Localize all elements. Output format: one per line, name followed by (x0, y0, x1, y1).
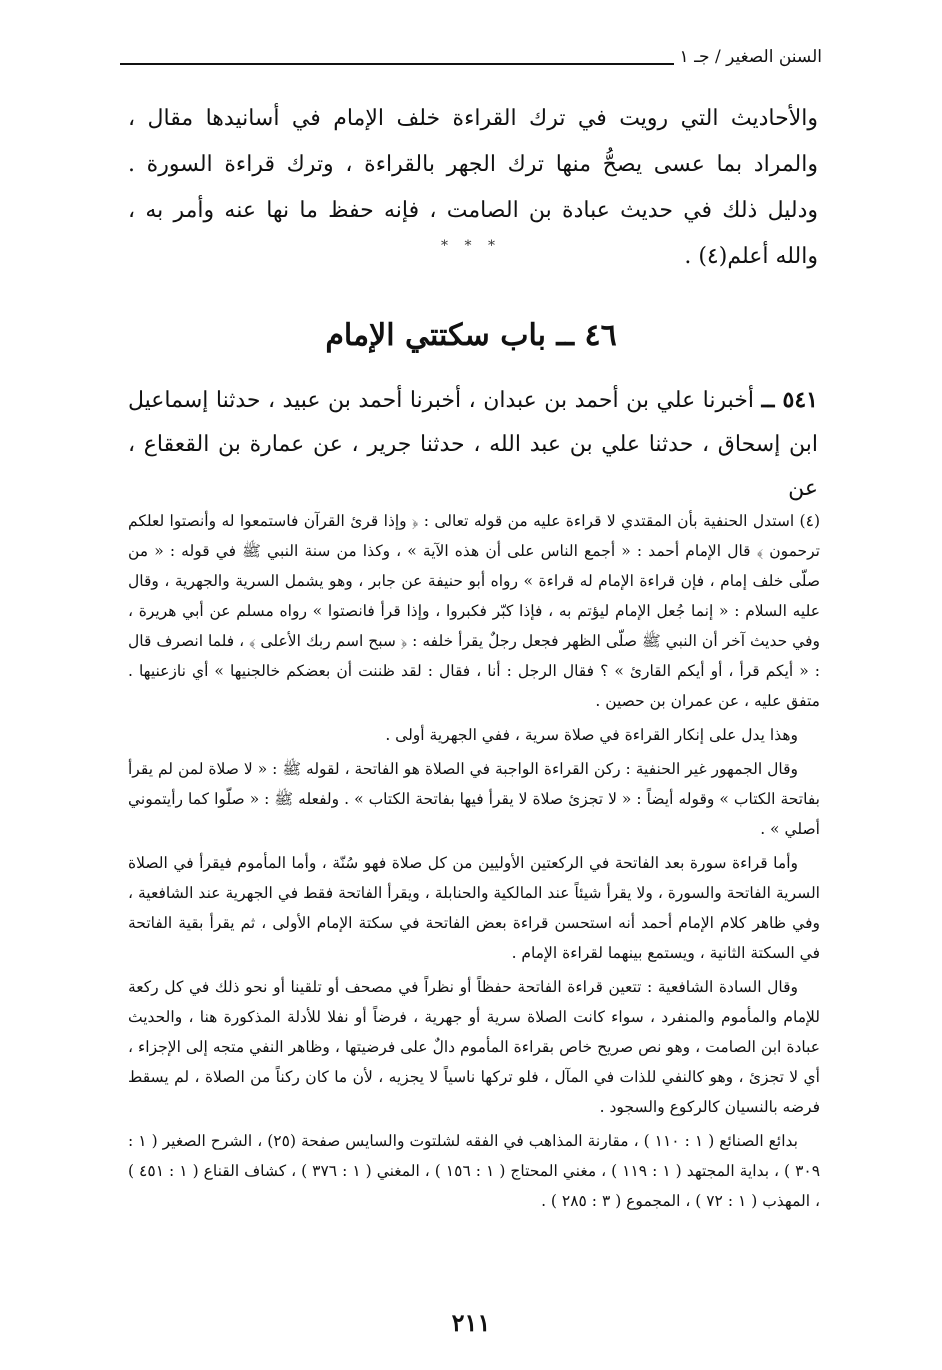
hadith-number: ٥٤١ ــ (761, 387, 818, 413)
footnote-paragraph: وقال السادة الشافعية : تتعين قراءة الفاتحة حفظاً أو نظراً في مصحف أو تلقينا أو نحو ذلك في كل ركعة للإمام والمأموم والمنفرد ، سواء كانت الصلاة سرية أو جهرية ، فرضاً أو نفلا للأدلة المذكورة هنا ، والحديث عبادة ابن الصامت ، وهو نص صريح خاص بقراءة المأموم دالٌ على فرضيتها ، وظاهر النفي متجه إلى الإجزاء ، أي لا تجزئ ، وهو كالنفي للذات في المآل ، فلو تركها ناسياً لا يجزيه ، لأن ما كان ركناً من الصلاة ، لم يسقط فرضه بالنسيان كالركوع والسجود . (128, 978, 820, 1116)
footnotes (128, 506, 820, 1216)
running-header (120, 40, 822, 68)
footnote-paragraph: (٤) استدل الحنفية بأن المقتدي لا قراءة عليه من قوله تعالى : ﴿ وإذا قرئ القرآن فاستمعوا له وأنصتوا لعلكم ترحمون ﴾ قال الإمام أحمد : « أجمع الناس على أن هذه الآية » ، وكذا من سنة النبي ﷺ في قوله : « من صلّى خلف إمام ، فإن قراءة الإمام له قراءة » رواه أبو حنيفة عن جابر ، وهو يشمل السرية والجهرية ، وقال عليه السلام : « إنما جُعل الإمام ليؤتم به ، فإذا كبّر فكبروا ، وإذا قرأ فانصتوا » رواه مسلم عن أبي هريرة ، وفي حديث آخر أن النبي ﷺ صلّى الظهر فجعل رجلٌ يقرأ خلفه : ﴿ سبح اسم ربك الأعلى ﴾ ، فلما انصرف قال : « أيكم قرأ ، أو أيكم القارئ » ؟ فقال الرجل : أنا ، فقال : لقد ظننت أن بعضكم خالجنيها » أي نازعنيها . متفق عليه ، عن عمران بن حصين . (128, 512, 820, 710)
page-number: ٢١١ (451, 1308, 491, 1337)
hadith-paragraph (128, 378, 818, 511)
body-paragraph: والأحاديث التي رويت في ترك القراءة خلف الإمام في أسانيدها مقال ، والمراد بما عسى يصحُّ منها ترك الجهر بالقراءة ، وترك قراءة السورة . ودليل ذلك في حديث عبادة بن الصامت ، فإنه حفظ ما نها عنه وأمر به ، والله أعلم(٤) . (128, 106, 818, 269)
chapter-title: ٤٦ ــ باب سكتتي الإمام (325, 318, 617, 353)
hadith-text: أخبرنا علي بن أحمد بن عبدان ، أخبرنا أحمد بن عبيد ، حدثنا إسماعيل ابن إسحاق ، حدثنا علي بن عبد الله ، حدثنا جرير ، عن عمارة بن القعقاع ، عن (128, 388, 818, 501)
footnote-paragraph: وهذا يدل على إنكار القراءة في صلاة سرية ، ففي الجهرية أولى . (385, 726, 798, 744)
section-separator: * * * (441, 238, 501, 254)
header-rule (120, 63, 674, 65)
footnote-references: بدائع الصنائع ( ١ : ١١٠ ) ، مقارنة المذاهب في الفقه لشلتوت والسايس صفحة (٢٥) ، الشرح الصغير ( ١ : ٣٠٩ ) ، بداية المجتهد ( ١ : ١١٩ ) ، مغني المحتاج ( ١ : ١٥٦ ) ، المغني ( ١ : ٣٧٦ ) ، كشاف القناع ( ١ : ٤٥١ ) ، المهذب ( ١ : ٧٢ ) ، المجموع ( ٣ : ٢٨٥ ) . (128, 1132, 821, 1210)
footnote-paragraph: وأما قراءة سورة بعد الفاتحة في الركعتين الأوليين من كل صلاة فهو سُنّة ، وأما المأموم فيقرأ في الصلاة السرية الفاتحة والسورة ، ولا يقرأ شيئاً عند المالكية والحنابلة ، ويقرأ الفاتحة فقط في الجهرية عند الشافعية ، وفي ظاهر كلام الإمام أحمد أنه استحسن قراءة بعض الفاتحة في سكتة الإمام الأولى ، ثم يقرأ بقية الفاتحة في السكتة الثانية ، ويستمع بينهما لقراءة الإمام . (128, 854, 820, 962)
running-header-title: السنن الصغير / جـ ١ (679, 47, 822, 67)
footnote-paragraph: وقال الجمهور غير الحنفية : ركن القراءة الواجبة في الصلاة هو الفاتحة ، لقوله ﷺ : « لا صلاة لمن لم يقرأ بفاتحة الكتاب » وقوله أيضاً : « لا تجزئ صلاة لا يقرأ فيها بفاتحة الكتاب » . ولفعله ﷺ : « صلّوا كما رأيتموني أصلي » . (128, 760, 820, 838)
